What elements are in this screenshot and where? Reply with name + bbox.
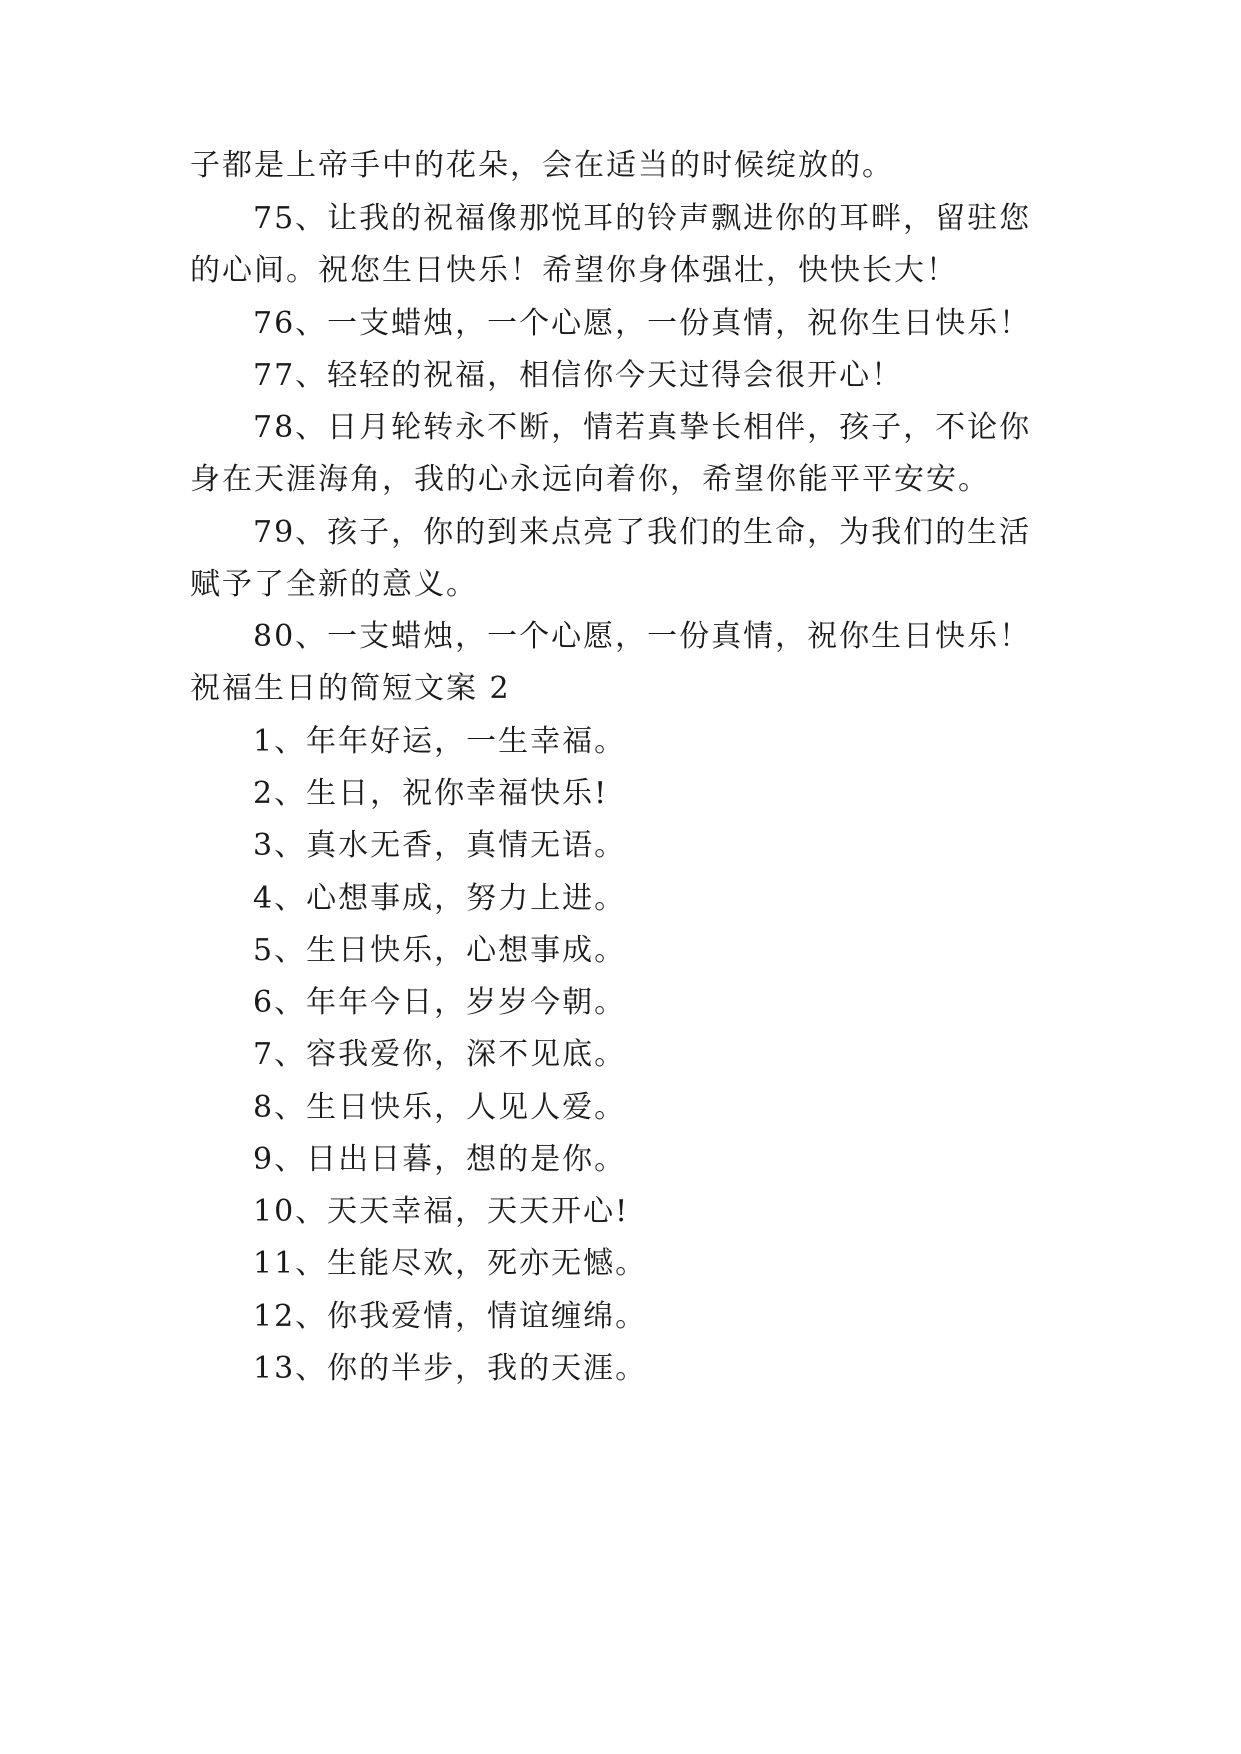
- text-line-item-79-cont: 赋予了全新的意义。: [190, 567, 478, 602]
- list-item-10: 10、天天幸福，天天开心!: [253, 1194, 630, 1229]
- list-item-1: 1、年年好运，一生幸福。: [253, 724, 627, 759]
- text-line-item-80: 80、一支蜡烛，一个心愿，一份真情，祝你生日快乐！: [253, 619, 1032, 654]
- text-line-item-78-cont: 身在天涯海角，我的心永远向着你，希望你能平平安安。: [190, 462, 990, 497]
- text-line-continuation: 子都是上帝手中的花朵，会在适当的时候绽放的。: [190, 148, 894, 183]
- list-item-13: 13、你的半步，我的天涯。: [253, 1351, 648, 1386]
- text-line-item-75-cont: 的心间。祝您生日快乐！希望你身体强壮，快快长大！: [190, 253, 958, 288]
- text-line-item-77: 77、轻轻的祝福，相信你今天过得会很开心！: [253, 358, 904, 393]
- list-item-12: 12、你我爱情，情谊缠绵。: [253, 1299, 648, 1334]
- list-item-4: 4、心想事成，努力上进。: [253, 881, 627, 916]
- list-item-8: 8、生日快乐，人见人爱。: [253, 1090, 627, 1125]
- list-item-3: 3、真水无香，真情无语。: [253, 828, 627, 863]
- list-item-5: 5、生日快乐，心想事成。: [253, 933, 627, 968]
- list-item-11: 11、生能尽欢，死亦无憾。: [253, 1246, 648, 1281]
- section-heading: 祝福生日的简短文案 2: [190, 671, 511, 706]
- list-item-6: 6、年年今日，岁岁今朝。: [253, 985, 627, 1020]
- text-line-item-75: 75、让我的祝福像那悦耳的铃声飘进你的耳畔，留驻您: [253, 201, 1032, 236]
- text-line-item-78: 78、日月轮转永不断，情若真挚长相伴，孩子，不论你: [253, 410, 1032, 445]
- list-item-9: 9、日出日暮，想的是你。: [253, 1142, 627, 1177]
- list-item-2: 2、生日，祝你幸福快乐!: [253, 776, 609, 811]
- text-line-item-76: 76、一支蜡烛，一个心愿，一份真情，祝你生日快乐！: [253, 306, 1032, 341]
- text-line-item-79: 79、孩子，你的到来点亮了我们的生命，为我们的生活: [253, 515, 1032, 550]
- list-item-7: 7、容我爱你，深不见底。: [253, 1037, 627, 1072]
